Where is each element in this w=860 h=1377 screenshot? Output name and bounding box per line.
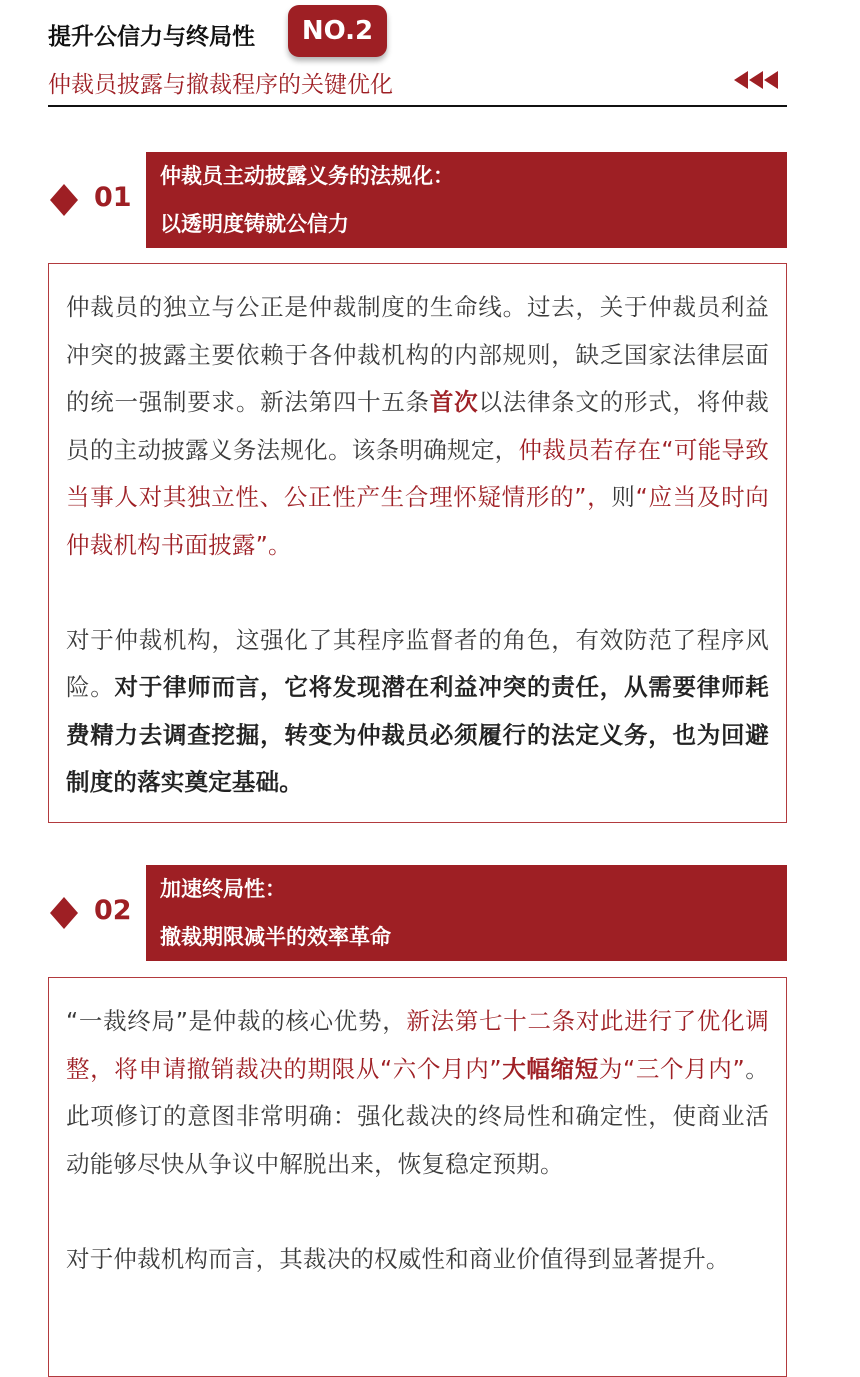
text-run: 对于仲裁机构，这强化了其程序监督者的角色，有效防范了程序风险。	[66, 625, 769, 701]
heading-line-2: 撤裁期限减半的效率革命	[160, 925, 391, 949]
page-title: 提升公信力与终局性	[48, 24, 255, 50]
highlight-text: 首次	[429, 388, 479, 416]
section-number: 02	[94, 895, 132, 926]
section-body-01	[48, 263, 787, 823]
paragraph	[66, 284, 769, 569]
page-subtitle: 仲裁员披露与撤裁程序的关键优化	[48, 72, 393, 98]
section-heading	[146, 865, 787, 961]
highlight-text: 新法第七十二条对此进行了优化调整，将申请撤销裁决的期限从“六个月内”	[66, 1007, 769, 1083]
diamond-icon	[50, 897, 78, 929]
triple-arrow-left-icon	[734, 71, 778, 89]
bold-text: 对于律师而言，它将发现潜在利益冲突的责任，从需要律师耗费精力去调查挖掘，转变为仲裁员必须履行的法定义务，也为回避制度的落实奠定基础。	[66, 673, 769, 796]
paragraph	[66, 1236, 769, 1284]
heading-line-1: 仲裁员主动披露义务的法规化：	[160, 164, 454, 188]
text-run: 对于仲裁机构而言，其裁决的权威性和商业价值得到显著提升。	[66, 1244, 730, 1273]
highlight-text: 仲裁员若存在“可能导致当事人对其独立性、公正性产生合理怀疑情形的”，	[66, 435, 770, 511]
paragraph	[66, 998, 769, 1188]
number-badge: NO.2	[288, 5, 387, 57]
text-run: 仲裁员的独立与公正是仲裁制度的生命线。过去，关于仲裁员利益冲突的披露主要依赖于各仲裁机构的内部规则，缺乏国家法律层面的统一强制要求。新法第四十五条	[66, 293, 769, 416]
section-header-02	[48, 865, 787, 961]
text-run: 以法律条文的形式，将仲裁员的主动披露义务法规化。该条明确规定，	[66, 388, 770, 464]
text-run: “一裁终局”是仲裁的核心优势，	[66, 1007, 407, 1035]
section-body-02	[48, 977, 787, 1377]
highlight-text: 大幅缩短	[501, 1054, 599, 1083]
heading-line-2: 以透明度铸就公信力	[160, 212, 349, 236]
text-run: 。此项修订的意图非常明确：强化裁决的终局性和确定性，使商业活动能够尽快从争议中解脱出来，恢复稳定预期。	[66, 1054, 769, 1178]
highlight-text: “应当及时向仲裁机构书面披露”。	[66, 483, 770, 559]
heading-line-1: 加速终局性：	[160, 877, 286, 901]
highlight-text: 为“三个月内”	[598, 1054, 745, 1083]
section-heading	[146, 152, 787, 248]
header-divider	[48, 105, 787, 107]
diamond-icon	[50, 184, 78, 216]
paragraph	[66, 617, 769, 807]
section-header-01	[48, 152, 787, 248]
text-run: 则	[611, 483, 636, 511]
section-number: 01	[94, 182, 132, 213]
